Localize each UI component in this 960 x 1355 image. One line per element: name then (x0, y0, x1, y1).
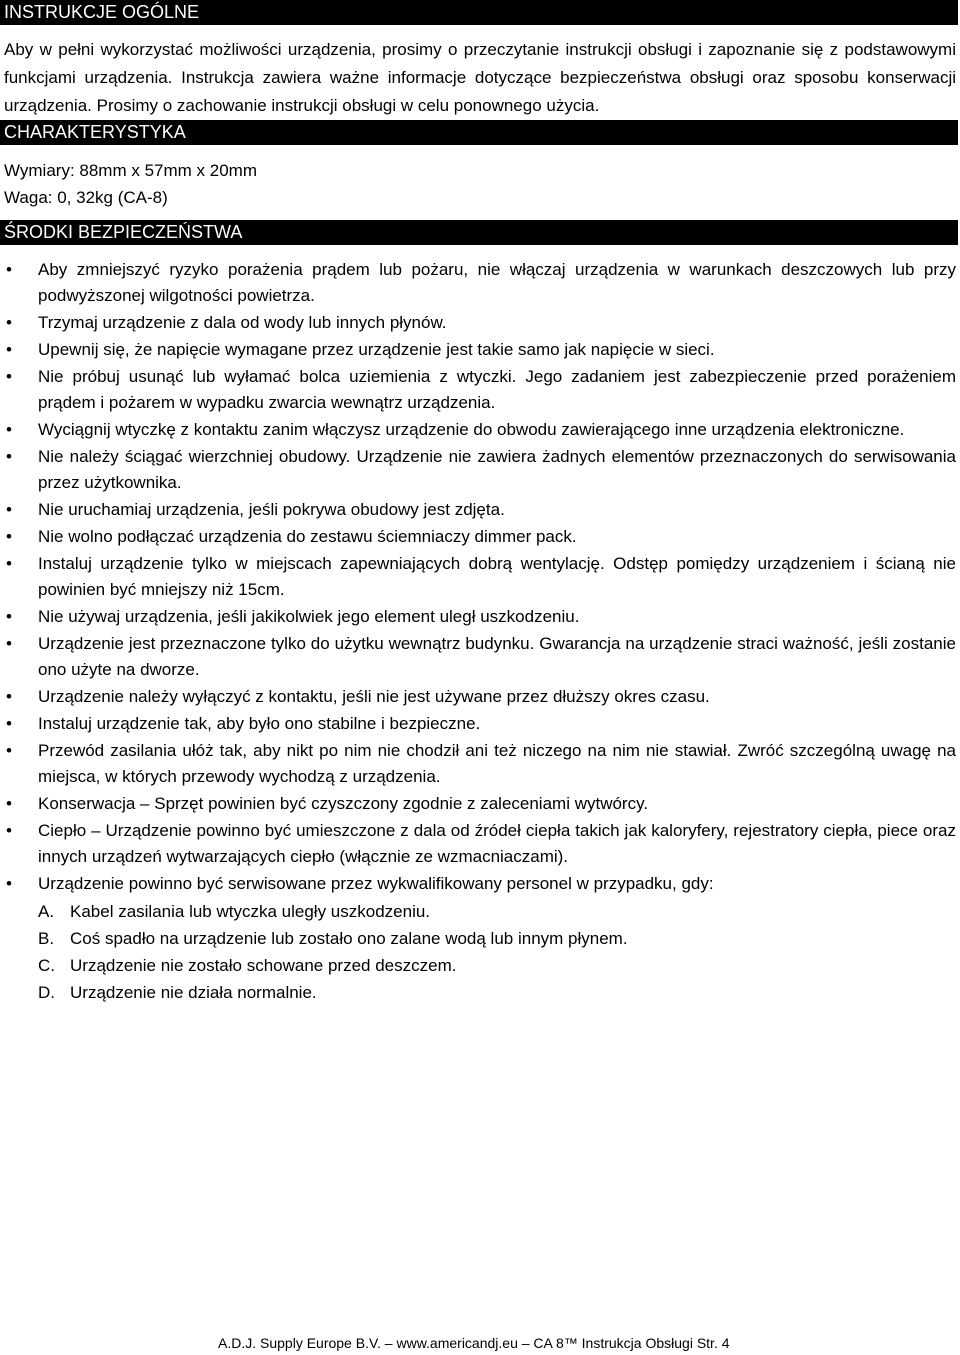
safety-item-text: Nie należy ściągać wierzchniej obudowy. Urządzenie nie zawiera żadnych elementów przeznaczonych do serwisowania przez użytkownika. (38, 447, 956, 492)
safety-item-text: Trzymaj urządzenie z dala od wody lub innych płynów. (38, 313, 447, 332)
condition-letter: B. (38, 929, 55, 948)
safety-item-service (0, 871, 960, 1005)
bullet-icon: • (6, 313, 12, 332)
safety-item (0, 738, 960, 790)
safety-item-text: Aby zmniejszyć ryzyko porażenia prądem lub pożaru, nie włączaj urządzenia w warunkach deszczowych lub przy podwyższonej wilgotności powietrza. (38, 260, 956, 305)
service-condition (38, 953, 956, 978)
service-condition (38, 899, 956, 924)
safety-item (0, 684, 960, 710)
safety-item-text: Urządzenie jest przeznaczone tylko do użytku wewnątrz budynku. Gwarancja na urządzenie straci ważność, jeśli zostanie ono użyte na dworze. (38, 634, 956, 679)
safety-item-text: Nie używaj urządzenia, jeśli jakikolwiek jego element uległ uszkodzeniu. (38, 607, 580, 626)
bullet-icon: • (6, 607, 12, 626)
bullet-icon: • (6, 821, 12, 840)
bullet-icon: • (6, 634, 12, 653)
bullet-icon: • (6, 741, 12, 760)
safety-item (0, 711, 960, 737)
safety-heading: ŚRODKI BEZPIECZEŃSTWA (0, 220, 958, 245)
bullet-icon: • (6, 874, 12, 893)
safety-item-text: Wyciągnij wtyczkę z kontaktu zanim włączysz urządzenie do obwodu zawierającego inne urządzenia elektroniczne. (38, 420, 905, 439)
safety-list (0, 257, 960, 1006)
safety-item-text: Nie wolno podłączać urządzenia do zestawu ściemniaczy dimmer pack. (38, 527, 577, 546)
safety-item-text: Konserwacja – Sprzęt powinien być czyszczony zgodnie z zaleceniami wytwórcy. (38, 794, 649, 813)
bullet-icon: • (6, 527, 12, 546)
safety-item (0, 631, 960, 683)
safety-item (0, 364, 960, 416)
bullet-icon: • (6, 500, 12, 519)
bullet-icon: • (6, 367, 12, 386)
general-instructions-text: Aby w pełni wykorzystać możliwości urządzenia, prosimy o przeczytanie instrukcji obsługi i zapoznanie się z podstawowymi funkcjami urządzenia. Instrukcja zawiera ważne informacje dotyczące bezpieczeństwa obsługi oraz sposobu konserwacji urządzenia. Prosimy o zachowanie instrukcji obsługi w celu ponownego użycia. (4, 40, 956, 115)
bullet-icon: • (6, 340, 12, 359)
specifications-heading: CHARAKTERYSTYKA (0, 120, 958, 145)
dimensions-text: Wymiary: 88mm x 57mm x 20mm (4, 161, 257, 180)
safety-item-text: Nie uruchamiaj urządzenia, jeśli pokrywa obudowy jest zdjęta. (38, 500, 505, 519)
safety-item (0, 257, 960, 309)
safety-item (0, 417, 960, 443)
safety-item (0, 444, 960, 496)
bullet-icon: • (6, 420, 12, 439)
bullet-icon: • (6, 794, 12, 813)
safety-item-text: Upewnij się, że napięcie wymagane przez urządzenie jest takie samo jak napięcie w sieci. (38, 340, 715, 359)
safety-item-text: Urządzenie powinno być serwisowane przez wykwalifikowany personel w przypadku, gdy: (38, 874, 714, 893)
weight-text: Waga: 0, 32kg (CA-8) (4, 188, 168, 207)
service-condition (38, 926, 956, 951)
safety-item (0, 791, 960, 817)
safety-item-text: Instaluj urządzenie tylko w miejscach zapewniających dobrą wentylację. Odstęp pomiędzy urządzeniem i ścianą nie powinien być mniejszy niż 15cm. (38, 554, 956, 599)
bullet-icon: • (6, 260, 12, 279)
safety-item-text: Urządzenie należy wyłączyć z kontaktu, jeśli nie jest używane przez dłuższy okres czasu. (38, 687, 710, 706)
condition-letter: C. (38, 956, 55, 975)
safety-item (0, 551, 960, 603)
bullet-icon: • (6, 554, 12, 573)
condition-text: Kabel zasilania lub wtyczka uległy uszkodzeniu. (70, 902, 431, 921)
condition-text: Urządzenie nie działa normalnie. (70, 983, 317, 1002)
safety-item (0, 818, 960, 870)
safety-item (0, 497, 960, 523)
safety-item-text: Przewód zasilania ułóż tak, aby nikt po nim nie chodził ani też niczego na nim nie stawiał. Zwróć szczególną uwagę na miejsca, w których przewody wychodzą z urządzenia. (38, 741, 956, 786)
safety-item-text: Instaluj urządzenie tak, aby było ono stabilne i bezpieczne. (38, 714, 481, 733)
page-footer: A.D.J. Supply Europe B.V. – www.americandj.eu – CA 8™ Instrukcja Obsługi Str. 4 (218, 1335, 730, 1351)
bullet-icon: • (6, 687, 12, 706)
condition-letter: A. (38, 902, 55, 921)
condition-letter: D. (38, 983, 55, 1002)
bullet-icon: • (6, 714, 12, 733)
safety-item (0, 310, 960, 336)
safety-item (0, 524, 960, 550)
safety-item-text: Ciepło – Urządzenie powinno być umieszczone z dala od źródeł ciepła takich jak kaloryfery, rejestratory ciepła, piece oraz innych urządzeń wytwarzających ciepło (włącznie ze wzmacniaczami). (38, 821, 956, 866)
general-instructions-heading: INSTRUKCJE OGÓLNE (0, 0, 958, 25)
bullet-icon: • (6, 447, 12, 466)
safety-item (0, 604, 960, 630)
condition-text: Coś spadło na urządzenie lub zostało ono zalane wodą lub innym płynem. (70, 929, 628, 948)
safety-item (0, 337, 960, 363)
safety-item-text: Nie próbuj usunąć lub wyłamać bolca uziemienia z wtyczki. Jego zadaniem jest zabezpieczenie przed porażeniem prądem i pożarem w wypadku zwarcia wewnątrz urządzenia. (38, 367, 956, 412)
service-condition (38, 980, 956, 1005)
service-conditions-list (38, 899, 956, 1005)
condition-text: Urządzenie nie zostało schowane przed deszczem. (70, 956, 457, 975)
